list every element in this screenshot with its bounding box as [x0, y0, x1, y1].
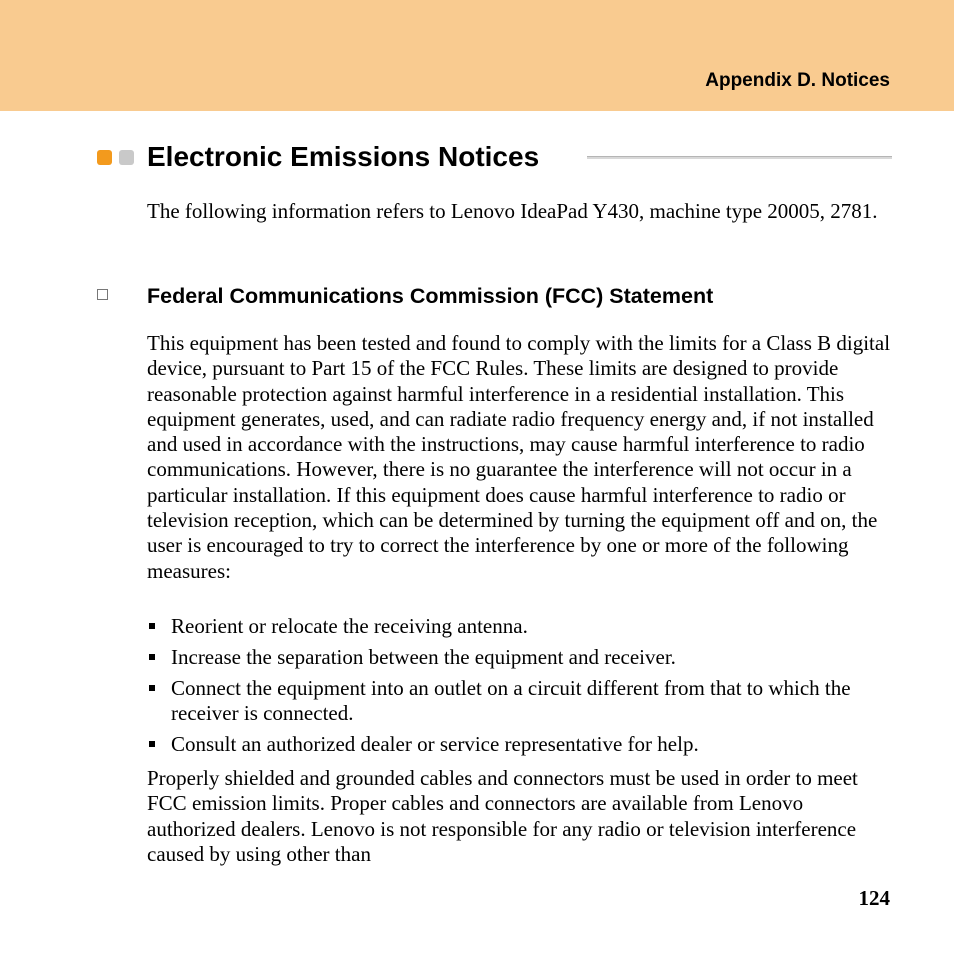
section-heading — [97, 138, 892, 178]
subsection-title: Federal Communications Commission (FCC) Statement — [147, 284, 714, 308]
measures-list — [147, 614, 892, 762]
bullet-icon — [149, 741, 155, 747]
section-title: Electronic Emissions Notices — [147, 141, 540, 172]
list-item — [147, 614, 892, 639]
running-header: Appendix D. Notices — [705, 70, 890, 91]
list-item-text: Consult an authorized dealer or service representative for help. — [171, 731, 699, 756]
list-item-text: Increase the separation between the equipment and receiver. — [171, 644, 676, 669]
bullet-icon — [149, 623, 155, 629]
list-item — [147, 732, 892, 757]
intro-paragraph: The following information refers to Lenovo IdeaPad Y430, machine type 20005, 2781. — [147, 199, 878, 223]
title-rule — [587, 156, 892, 159]
fcc-paragraph: This equipment has been tested and found to comply with the limits for a Class B digital device, pursuant to Part 15 of the FCC Rules. These limits are designed to provide reasonable protection against harmful interference in a residential installation. This equipment generates, used, and can radiate radio frequency energy and, if not installed and used in accordance with the instructions, may cause harmful interference to radio communications. However, there is no guarantee the interference will not occur in a particular installation. If this equipment does cause harmful interference to radio or television reception, which can be determined by turning the equipment off and on, the user is encouraged to try to correct the interference by one or more of the following measures: — [147, 331, 891, 583]
list-item-text: Reorient or relocate the receiving antenna. — [171, 614, 528, 638]
page-number: 124 — [858, 886, 890, 910]
bullet-icon — [149, 654, 155, 660]
bullet-icon — [149, 685, 155, 691]
gray-square-icon — [119, 150, 134, 165]
header-band — [0, 0, 954, 111]
cables-paragraph: Properly shielded and grounded cables and connectors must be used in order to meet FCC emission limits. Proper cables and connectors are available from Lenovo authorized dealers. Lenovo is not responsible for any radio or television interference caused by using other than — [147, 766, 858, 866]
subsection-heading — [97, 281, 892, 311]
square-bullet-icon — [97, 289, 108, 300]
orange-square-icon — [97, 150, 112, 165]
list-item — [147, 645, 892, 670]
list-item-text: Connect the equipment into an outlet on a circuit different from that to which the receiver is connected. — [171, 675, 851, 725]
list-item — [147, 676, 892, 727]
